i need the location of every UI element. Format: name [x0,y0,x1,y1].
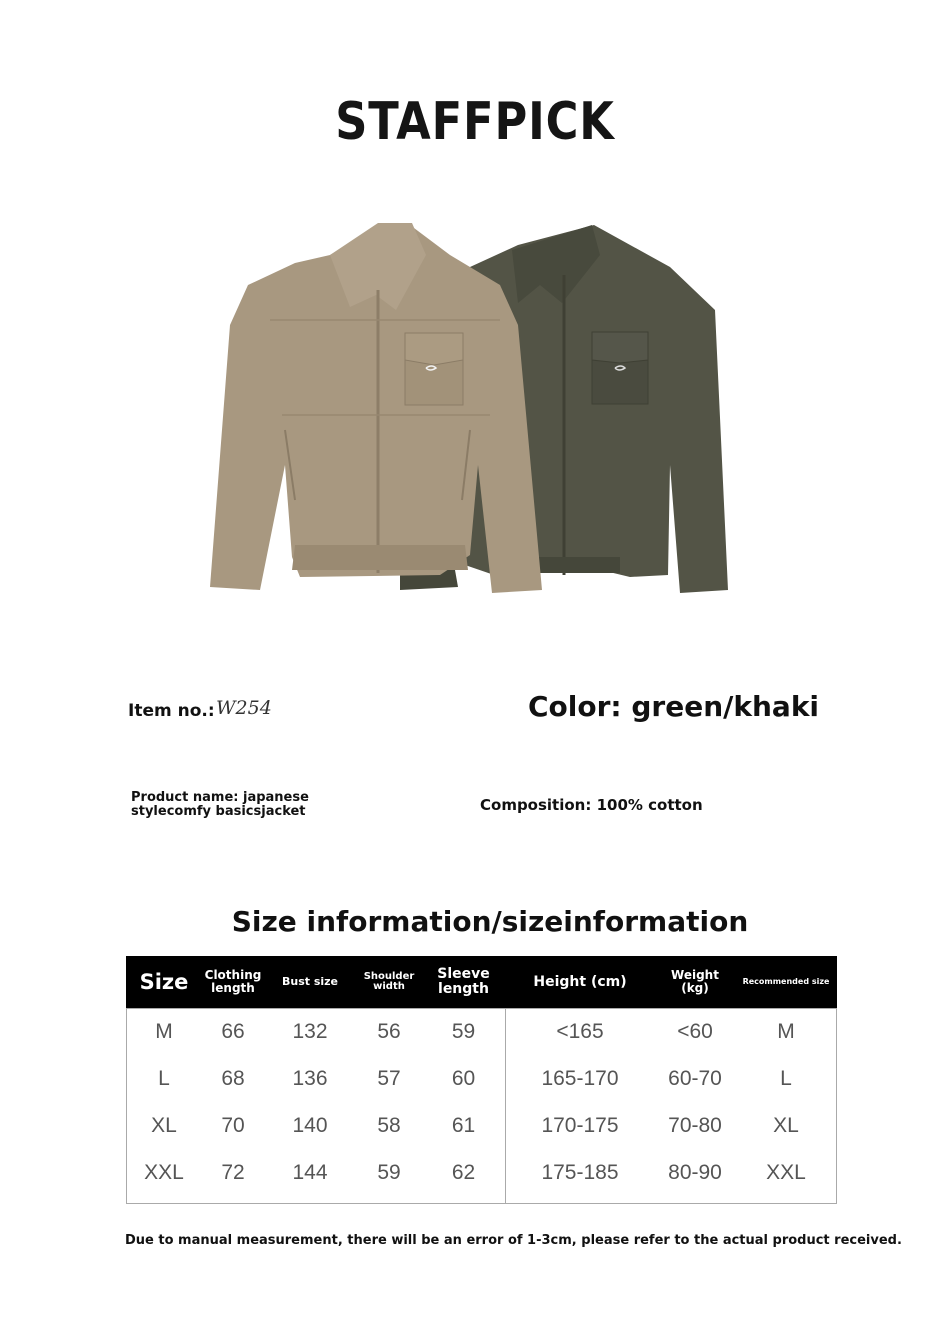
cell: 59 [377,1160,401,1184]
composition: Composition: 100% cotton [480,796,703,814]
cell: 72 [221,1160,245,1184]
table-row [126,1055,837,1102]
header-recommended-size: Recommended size [735,956,837,1008]
cell: 60-70 [668,1066,722,1090]
cell: M [155,1019,173,1043]
cell: 175-185 [541,1160,619,1184]
cell: 136 [292,1066,328,1090]
size-table-header [126,956,837,1008]
header-size: Size [126,956,202,1008]
cell: 165-170 [541,1066,619,1090]
cell: 66 [221,1019,245,1043]
cell: 70-80 [668,1113,722,1137]
cell: XXL [144,1160,184,1184]
cell: L [780,1066,792,1090]
cell: 170-175 [541,1113,619,1137]
header-height: Height (cm) [505,956,655,1008]
cell: 70 [221,1113,245,1137]
cell: 80-90 [668,1160,722,1184]
cell: XL [151,1113,177,1137]
table-row [126,1102,837,1149]
cell: XXL [766,1160,806,1184]
table-divider [505,1008,506,1204]
cell: 60 [451,1066,476,1090]
cell: 56 [377,1019,401,1043]
cell: 140 [292,1113,328,1137]
measurement-note: Due to manual measurement, there will be an error of 1-3cm, please refer to the actual product received. [125,1233,902,1248]
cell: 68 [221,1066,245,1090]
cell: <165 [556,1019,604,1043]
brand-logo: STAFFPICK [335,92,615,152]
item-number-label: Item no.: [128,701,215,721]
cell: 132 [292,1019,328,1043]
size-table [126,956,837,1196]
size-title: Size information/sizeinformation [231,905,749,938]
header-weight: Weight (kg) [655,956,735,1008]
header-shoulder-width: Shoulder width [356,956,422,1008]
product-photo [200,215,740,605]
header-sleeve-length: Sleeve length [422,956,505,1008]
table-row [126,1008,837,1055]
cell: M [777,1019,795,1043]
product-name: Product name: japanese stylecomfy basicsjacket [131,790,309,819]
cell: 61 [451,1113,476,1137]
item-number-value: W254 [216,697,272,719]
cell: L [158,1066,170,1090]
cell: <60 [677,1019,713,1043]
header-bust-size: Bust size [264,956,356,1008]
header-clothing-length: Clothing length [202,956,264,1008]
cell: 144 [292,1160,328,1184]
cell: 58 [377,1113,401,1137]
color-info: Color: green/khaki [528,690,820,723]
cell: 57 [377,1066,401,1090]
cell: XL [773,1113,799,1137]
cell: 62 [451,1160,476,1184]
cell: 59 [451,1019,476,1043]
table-row [126,1149,837,1196]
